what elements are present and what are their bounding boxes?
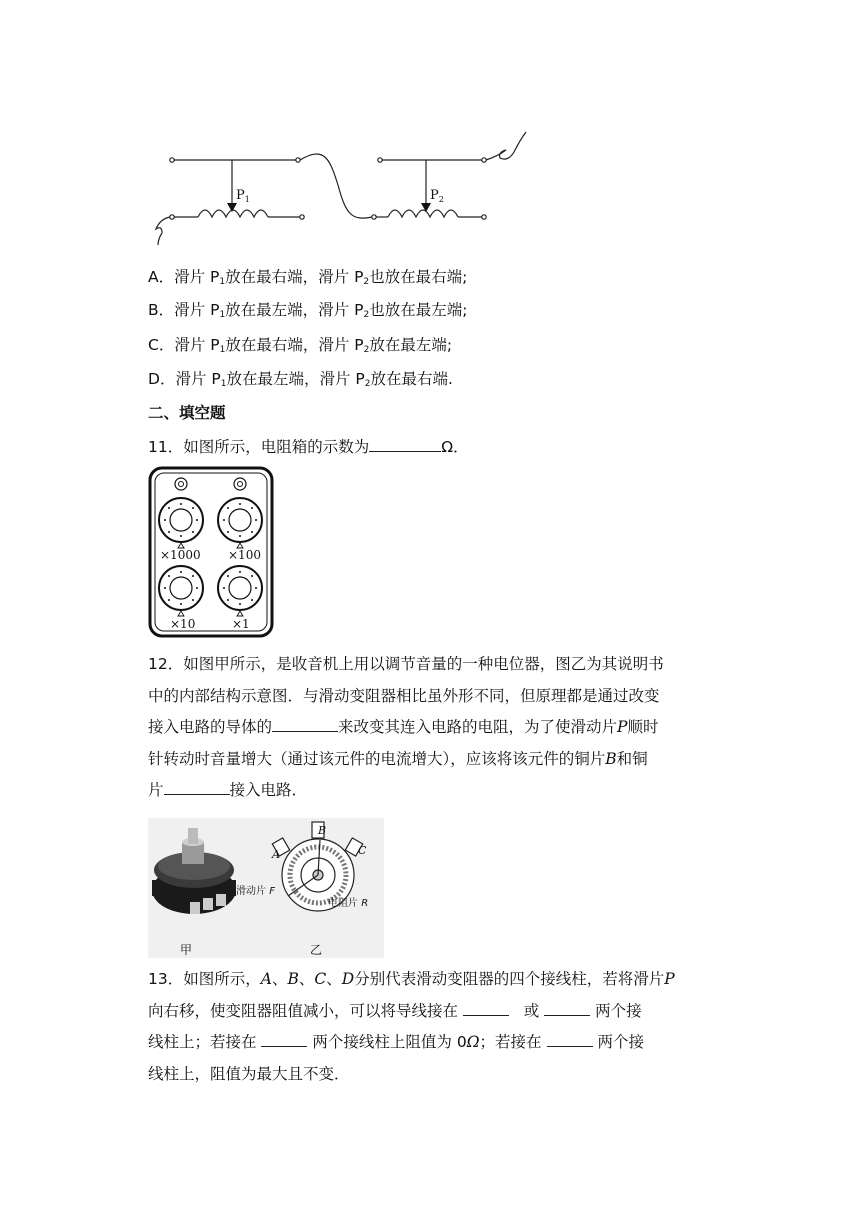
option-a: A．滑片 $P_1$放在最右端，滑片 $P_2$也放在最右端; (148, 268, 468, 287)
p2-sub: 2 (438, 195, 444, 204)
svg-text:P2 (430, 188, 444, 204)
option-d: D．滑片 $P_1$放在最左端，滑片 $P_2$放在最右端. (148, 370, 453, 389)
potentiometer-figure (148, 818, 384, 958)
dial-label-10: ×10 (170, 617, 196, 631)
question-13: 13．如图所示，A、B、C、D分别代表滑动变阻器的四个接线柱，若将滑片P 向右移，使变阻器阻值减小，可以将导线接在 或 两个接 线柱上；若接在 两个接线柱上阻值为 0Ω；若接在 两个接 线柱上，阻值为最大且不变． (148, 970, 675, 1083)
svg-text:P1 (236, 188, 250, 204)
question-12: 12．如图甲所示，是收音机上用以调节音量的一种电位器，图乙为其说明书 中的内部结构示意图．与滑动变阻器相比虽外形不同，但原理都是通过改变 接入电路的导体的 来改变其连入电路的电阻，为了使滑动片P顺时 针转动时音量增大（通过该元件的电流增大），应该将该元件的铜片B和铜 片 接入电路． (148, 655, 664, 799)
slider-label: 滑动片 (236, 886, 266, 897)
fig-jia-label: 甲 (180, 943, 193, 957)
section-title: 二、填空题 (148, 404, 226, 422)
resistor-label: 电阻片 (328, 898, 358, 909)
dial-label-1000: ×1000 (160, 548, 201, 562)
svg-text:电阻片 R: 电阻片 R (328, 898, 369, 909)
p2-label: P (430, 188, 439, 203)
question-11: 11．如图所示，电阻箱的示数为 Ω． (148, 438, 469, 456)
fig-yi-label: 乙 (310, 943, 323, 957)
option-c: C．滑片 $P_1$放在最右端，滑片 $P_2$放在最左端; (148, 336, 453, 355)
terminal-a-label: A (272, 848, 280, 861)
svg-text:滑动片 F: 滑动片 F (236, 886, 275, 897)
dial-label-100: ×100 (228, 548, 261, 562)
circuit-figure (140, 125, 540, 255)
resistance-box-figure (148, 466, 274, 638)
terminal-c-label: C (358, 844, 367, 857)
dial-label-1: ×1 (232, 617, 250, 631)
option-b: B．滑片 $P_1$放在最左端，滑片 $P_2$也放在最左端; (148, 301, 468, 320)
terminal-b-label: B (318, 824, 327, 837)
p1-sub: 1 (244, 195, 250, 204)
p1-label: P (236, 188, 245, 203)
